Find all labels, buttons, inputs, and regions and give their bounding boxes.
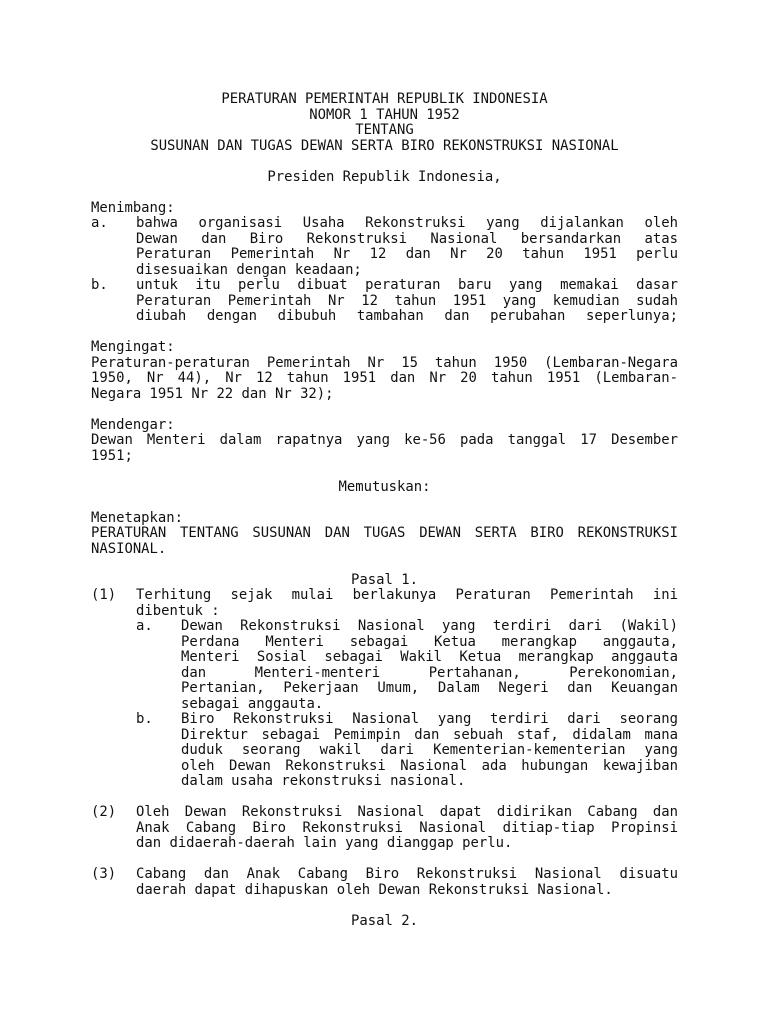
menimbang-item-b <box>91 278 678 325</box>
text-line: dan didaerah-daerah lain yang dianggap perlu. <box>136 835 513 851</box>
text-line: oleh Dewan Rekonstruksi Nasional ada hubungan kewajiban <box>181 757 678 774</box>
header-tentang: TENTANG <box>355 122 414 138</box>
text-line: diubah dengan dibubuh tambahan dan perubahan seperlunya; <box>136 308 678 324</box>
text-line: 1951; <box>91 447 133 464</box>
text-line: 1950, Nr 44), Nr 12 tahun 1951 dan Nr 20 tahun 1951 (Lembaran- <box>91 370 678 386</box>
item-marker: b. <box>91 277 108 293</box>
president-line: Presiden Republik Indonesia, <box>267 168 502 185</box>
pasal-1-title: Pasal 1. <box>351 571 418 588</box>
text-line: disesuaikan dengan keadaan; <box>136 261 362 278</box>
paragraph-marker: (2) <box>91 804 117 820</box>
text-line: duduk seorang wakil dari Kementerian-kementerian yang <box>181 742 678 758</box>
menimbang-item-a <box>91 216 678 278</box>
text-line: Menteri Sosial sebagai Wakil Ketua merangkap anggauta <box>181 649 678 665</box>
text-line: dan Menteri-menteri Pertahanan, Perekonomian, <box>181 664 678 681</box>
item-marker: b. <box>136 711 153 727</box>
text-line: Cabang dan Anak Cabang Biro Rekonstruksi Nasional disuatu <box>136 866 678 882</box>
text-line: Terhitung sejak mulai berlakunya Peraturan Pemerintah ini <box>136 587 678 603</box>
text-line: Negara 1951 Nr 22 dan Nr 32); <box>91 385 334 402</box>
text-line: Dewan Menteri dalam rapatnya yang ke-56 pada tanggal 17 Desember <box>91 432 678 448</box>
pasal-1-subitem-b <box>91 712 678 790</box>
mengingat-label: Mengingat: <box>91 339 175 355</box>
memutuskan-heading: Memutuskan: <box>338 478 431 495</box>
text-line: dibentuk : <box>136 602 220 619</box>
text-line: Peraturan-peraturan Pemerintah Nr 15 tahun 1950 (Lembaran-Negara <box>91 354 678 371</box>
header-number: NOMOR 1 TAHUN 1952 <box>309 106 460 123</box>
text-line: Peraturan Pemerintah Nr 12 dan Nr 20 tahun 1951 perlu <box>136 246 678 262</box>
pasal-2-title: Pasal 2. <box>351 912 418 929</box>
text-line: Pertanian, Pekerjaan Umum, Dalam Negeri dan Keuangan <box>181 680 678 696</box>
header-title: PERATURAN PEMERINTAH REPUBLIK INDONESIA <box>221 91 548 107</box>
text-line: daerah dapat dihapuskan oleh Dewan Rekonstruksi Nasional. <box>136 881 613 898</box>
text-line: Direktur sebagai Pemimpin dan sebuah staf, didalam mana <box>181 726 678 743</box>
text-line: dalam usaha rekonstruksi nasional. <box>181 773 466 789</box>
text-line: PERATURAN TENTANG SUSUNAN DAN TUGAS DEWAN SERTA BIRO REKONSTRUKSI <box>91 525 678 541</box>
text-line: sebagai anggauta. <box>181 695 324 712</box>
menetapkan-label: Menetapkan: <box>91 509 183 526</box>
text-line: Peraturan Pemerintah Nr 12 tahun 1951 yang kemudian sudah <box>136 292 678 309</box>
pasal-1-paragraph-3 <box>91 867 678 898</box>
text-line: Perdana Menteri sebagai Ketua merangkap anggauta, <box>181 633 678 650</box>
text-line: NASIONAL. <box>91 540 167 557</box>
text-line: untuk itu perlu dibuat peraturan baru yang memakai dasar <box>136 277 678 293</box>
pasal-1-subitem-a <box>91 619 678 712</box>
mendengar-label: Mendengar: <box>91 416 175 433</box>
item-marker: a. <box>91 215 108 231</box>
item-marker: a. <box>136 618 153 634</box>
document-header <box>91 92 678 154</box>
text-line: Dewan dan Biro Rekonstruksi Nasional bersandarkan atas <box>136 230 678 247</box>
paragraph-marker: (3) <box>91 866 117 882</box>
text-line: Biro Rekonstruksi Nasional yang terdiri dari seorang <box>181 711 678 727</box>
text-line: Dewan Rekonstruksi Nasional yang terdiri dari (Wakil) <box>181 618 678 634</box>
pasal-1-paragraph-2 <box>91 805 678 852</box>
pasal-1-paragraph-1 <box>91 588 678 619</box>
header-subject: SUSUNAN DAN TUGAS DEWAN SERTA BIRO REKONSTRUKSI NASIONAL <box>150 137 619 154</box>
text-line: Anak Cabang Biro Rekonstruksi Nasional ditiap-tiap Propinsi <box>136 819 678 836</box>
text-line: bahwa organisasi Usaha Rekonstruksi yang dijalankan oleh <box>136 215 678 231</box>
menimbang-label: Menimbang: <box>91 199 175 216</box>
paragraph-marker: (1) <box>91 587 117 603</box>
text-line: Oleh Dewan Rekonstruksi Nasional dapat didirikan Cabang dan <box>136 804 678 820</box>
document-page <box>91 92 678 929</box>
